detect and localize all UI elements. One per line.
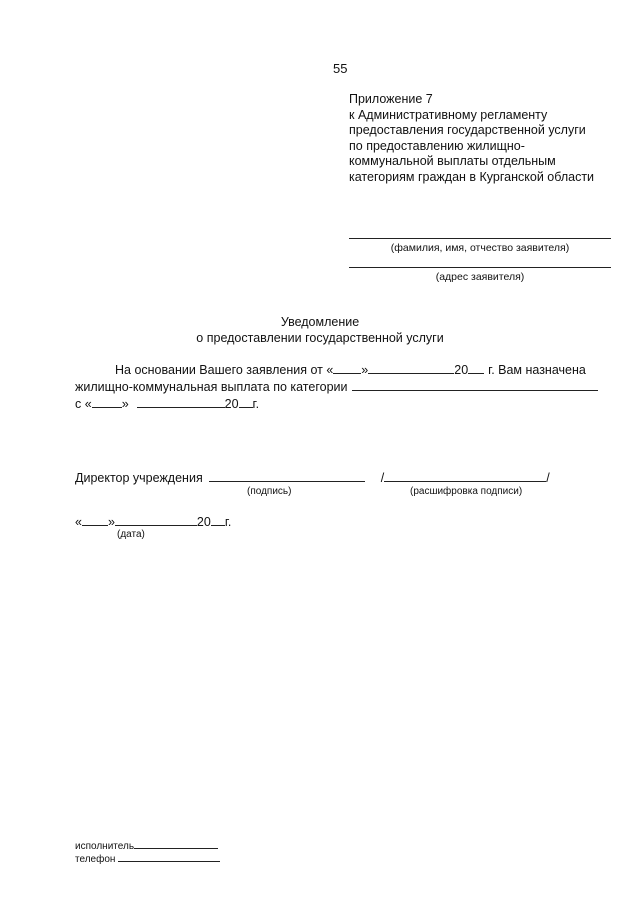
page-number: 55 [333, 61, 348, 76]
signature-blank [209, 469, 365, 482]
paragraph-text: г. Вам назначена [488, 363, 586, 377]
date-row [75, 513, 231, 529]
paragraph-text: На основании Вашего заявления от « [115, 363, 334, 377]
paragraph-line-3 [75, 395, 259, 411]
notice-subtitle: о предоставлении государственной услуги [196, 331, 444, 345]
slash-open: / [380, 471, 385, 485]
year-blank [239, 395, 253, 408]
date-caption: (дата) [117, 529, 145, 540]
paragraph-text: г. [252, 397, 260, 411]
day-blank [92, 395, 122, 408]
phone-label: телефон [75, 854, 116, 865]
executor-blank [134, 839, 218, 849]
slash-close: / [546, 471, 550, 485]
signature-decode-caption: (расшифровка подписи) [410, 486, 523, 497]
date-text: « [75, 515, 82, 529]
date-text: г. [224, 515, 232, 529]
appendix-line: категориям граждан в Курганской области [349, 169, 595, 184]
paragraph-text: 20 [224, 397, 239, 411]
applicant-name-line [349, 238, 611, 239]
appendix-line: к Административному регламенту [349, 107, 548, 122]
paragraph-text: 20 [454, 363, 469, 377]
appendix-block [349, 92, 629, 185]
paragraph-text: с « [75, 397, 92, 411]
paragraph-line-1 [115, 361, 586, 377]
day-blank [82, 513, 108, 526]
signature-caption: (подпись) [247, 486, 292, 497]
month-blank [137, 395, 225, 408]
paragraph-text: » [121, 397, 129, 411]
phone-row [75, 852, 220, 865]
paragraph-text: жилищно-коммунальная выплата по категории [75, 380, 348, 394]
paragraph-line-2 [75, 378, 598, 394]
applicant-name-caption: (фамилия, имя, отчество заявителя) [390, 242, 570, 254]
year-blank [468, 361, 484, 374]
appendix-line: Приложение 7 [349, 92, 433, 106]
director-label: Директор учреждения [75, 471, 203, 485]
applicant-address-line [349, 267, 611, 268]
day-blank [333, 361, 361, 374]
category-blank [352, 378, 598, 391]
appendix-line: коммунальной выплаты отдельным [349, 154, 556, 168]
year-blank [211, 513, 225, 526]
applicant-address-caption: (адрес заявителя) [435, 271, 525, 283]
signature-decode-blank [384, 469, 546, 482]
appendix-line: по предоставлению жилищно- [349, 138, 525, 153]
paragraph-text: » [361, 363, 369, 377]
phone-blank [118, 852, 220, 862]
executor-label: исполнитель [75, 841, 135, 852]
executor-row [75, 839, 218, 852]
notice-title: Уведомление [280, 315, 360, 329]
date-text: » [107, 515, 115, 529]
month-blank [115, 513, 197, 526]
appendix-line: предоставления государственной услуги [349, 123, 586, 137]
date-text: 20 [196, 515, 211, 529]
signature-row [75, 469, 550, 485]
month-blank [368, 361, 454, 374]
